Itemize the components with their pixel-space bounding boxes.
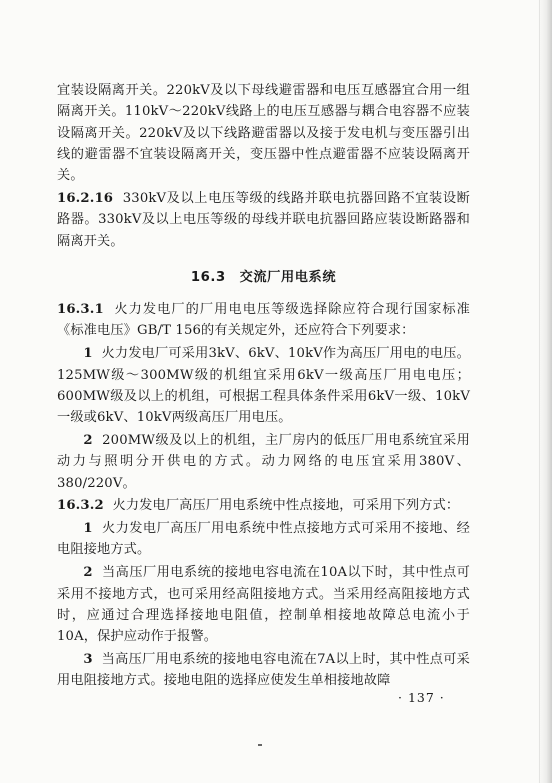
section-heading: 16.3 交流厂用电系统 bbox=[190, 269, 337, 285]
clause-16-2-16 bbox=[57, 188, 470, 252]
item-number: 2 bbox=[83, 565, 93, 581]
list-item bbox=[57, 562, 470, 647]
clause-number: 16.3.1 bbox=[57, 302, 104, 318]
clause-16-3-2 bbox=[57, 495, 470, 516]
clause-number: 16.3.2 bbox=[57, 498, 104, 514]
item-text: 火力发电厂高压厂用电系统中性点接地方式可采用不接地、经电阻接地方式。 bbox=[57, 521, 470, 558]
page-body bbox=[57, 80, 470, 693]
item-number: 2 bbox=[83, 432, 93, 448]
list-item bbox=[57, 649, 470, 692]
paragraph-continuation: 宜装设隔离开关。220kV及以下母线避雷器和电压互感器宜合用一组隔离开关。110kV～220kV线路上的电压互感器与耦合电容器不应装设隔离开关。220kV及以下线路避雷器以及接于发电机与变压器引出线的避雷器不宜装设隔离开关，变压器中性点避雷器不应装设隔离开关。 bbox=[57, 83, 470, 184]
list-item bbox=[57, 343, 470, 428]
item-text: 当高压厂用电系统的接地电容电流在10A以下时，其中性点可采用不接地方式，也可采用经高阻接地方式。当采用经高阻接地方式时，应通过合理选择接地电阻值，控制单相接地故障总电流小于10A，保护应动作于报警。 bbox=[57, 565, 470, 645]
clause-text: 330kV及以上电压等级的线路并联电抗器回路不宜装设断路器。330kV及以上电压等级的母线并联电抗器回路应装设断路器和隔离开关。 bbox=[57, 190, 471, 249]
item-text: 当高压厂用电系统的接地电容电流在7A以上时，其中性点可采用电阻接地方式。接地电阻的选择应使发生单相接地故障 bbox=[57, 651, 470, 689]
page-edge-shadow bbox=[538, 0, 552, 783]
clause-text: 火力发电厂高压厂用电系统中性点接地，可采用下列方式： bbox=[112, 498, 460, 514]
list-item bbox=[57, 518, 470, 561]
item-number: 1 bbox=[83, 521, 93, 537]
clause-text: 火力发电厂的厂用电电压等级选择除应符合现行国家标准《标准电压》GB/T 156的有关规定外，还应符合下列要求： bbox=[57, 302, 471, 339]
scan-speck bbox=[258, 744, 262, 746]
clause-number: 16.2.16 bbox=[57, 190, 114, 206]
page-edge-line bbox=[539, 0, 540, 783]
page-number: · 137 · bbox=[398, 690, 445, 705]
list-item bbox=[57, 430, 470, 494]
item-number: 1 bbox=[83, 346, 93, 362]
clause-16-3-1 bbox=[57, 299, 470, 342]
item-text: 火力发电厂可采用3kV、6kV、10kV作为高压厂用电的电压。125MW级～300MW级的机组宜采用6kV一级高压厂用电电压；600MW级及以上的机组，可根据工程具体条件采用6kV一级、10kV一级或6kV、10kV两级高压厂用电压。 bbox=[57, 346, 470, 426]
item-text: 200MW级及以上的机组，主厂房内的低压厂用电系统宜采用动力与照明分开供电的方式。动力网络的电压宜采用380V、380/220V。 bbox=[57, 432, 470, 491]
item-number: 3 bbox=[83, 651, 93, 667]
